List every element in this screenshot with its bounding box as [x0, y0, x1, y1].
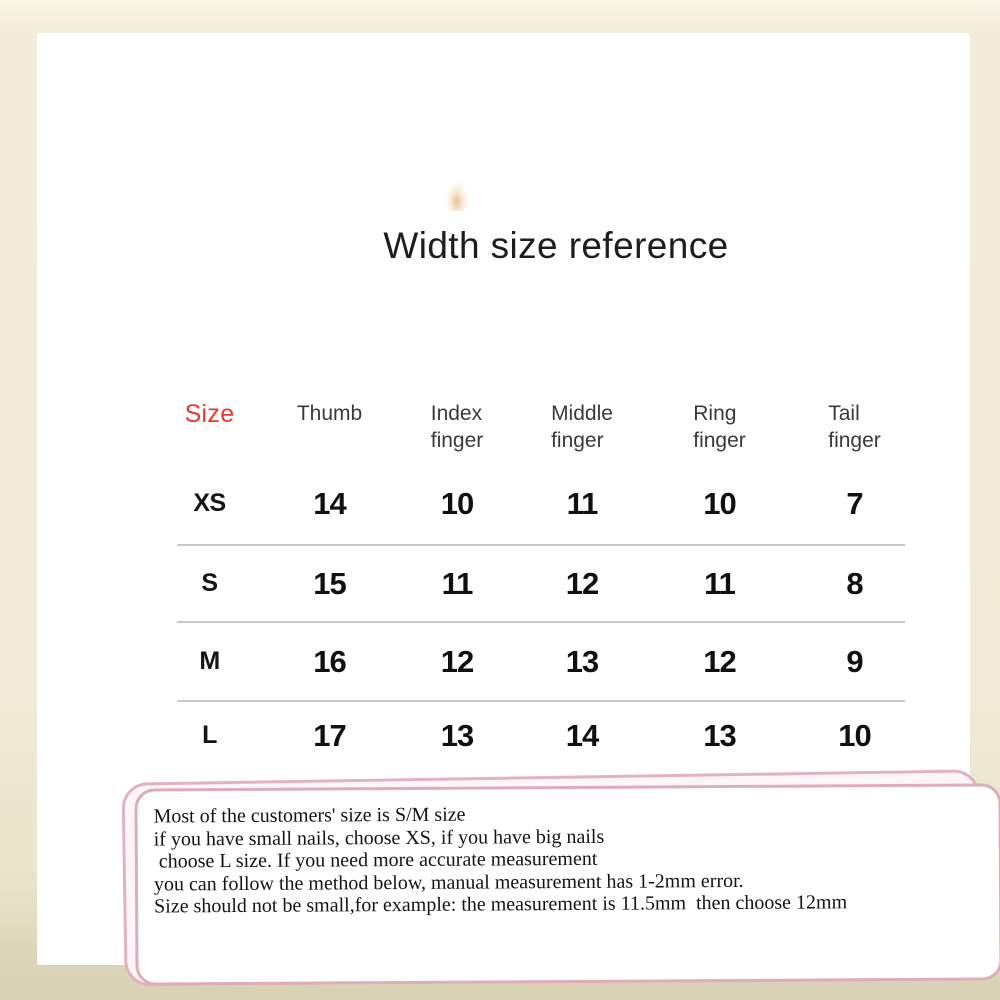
column-header-ring-finger: [647, 391, 792, 454]
note-line-5: Size should not be small,for example: the measurement is 11.5mm then choose 12mm: [154, 891, 848, 918]
table-header-row: [157, 391, 917, 463]
xs-middle-value: 11: [566, 485, 598, 521]
xs-thumb-value: 14: [313, 485, 346, 521]
size-chart-card: [37, 33, 970, 965]
column-header-ring-line1: Ring: [693, 402, 737, 425]
xs-ring-value: 10: [703, 485, 736, 521]
m-ring-value: 12: [703, 643, 736, 679]
sizing-note: [123, 773, 995, 988]
table-row-l: [157, 702, 917, 769]
s-tail-value: 8: [846, 565, 863, 601]
column-header-thumb-label: Thumb: [296, 402, 363, 425]
note-box: [134, 783, 1000, 985]
xs-index-value: 10: [440, 485, 474, 521]
note-line-4: you can follow the method below, manual measurement has 1-2mm error.: [153, 869, 744, 896]
m-index-value: 12: [440, 643, 474, 679]
column-header-index-line2: finger: [430, 429, 484, 452]
row-label-l: L: [202, 721, 217, 749]
note-line-1: Most of the customers' size is S/M size: [153, 803, 466, 828]
l-ring-value: 13: [703, 717, 736, 753]
column-header-middle-finger: [517, 391, 647, 454]
note-line-3: choose L size. If you need more accurate measurement: [153, 847, 598, 873]
smudge-mark: [445, 181, 469, 211]
table-row-m: [157, 623, 917, 700]
m-thumb-value: 16: [313, 643, 346, 679]
column-header-thumb: [262, 391, 397, 427]
l-index-value: 13: [440, 717, 474, 753]
s-index-value: 11: [441, 565, 473, 601]
column-header-middle-line2: finger: [551, 429, 604, 452]
l-thumb-value: 17: [313, 717, 346, 753]
row-label-m: M: [199, 647, 220, 675]
note-line-2: if you have small nails, choose XS, if you have big nails: [153, 825, 605, 851]
table-row-s: [157, 546, 917, 621]
column-header-tail-line2: finger: [828, 429, 881, 452]
page-title: Width size reference: [383, 225, 729, 266]
column-header-index-finger: [397, 391, 517, 454]
column-header-ring-line2: finger: [693, 429, 746, 452]
m-tail-value: 9: [846, 643, 863, 679]
l-middle-value: 14: [565, 717, 599, 753]
column-header-size: Size: [184, 400, 235, 428]
s-ring-value: 11: [704, 565, 735, 601]
s-thumb-value: 15: [313, 565, 346, 601]
table-row-xs: [157, 463, 917, 544]
m-middle-value: 13: [565, 643, 599, 679]
column-header-middle-line1: Middle: [551, 402, 613, 425]
row-label-s: S: [201, 569, 218, 597]
size-reference-table: [157, 391, 917, 769]
row-label-xs: XS: [193, 489, 226, 517]
l-tail-value: 10: [838, 717, 871, 753]
column-header-index-line1: Index: [430, 402, 483, 425]
s-middle-value: 12: [565, 565, 599, 601]
column-header-tail-finger: [792, 391, 917, 454]
xs-tail-value: 7: [846, 485, 863, 521]
column-header-tail-line1: Tail: [828, 402, 860, 425]
